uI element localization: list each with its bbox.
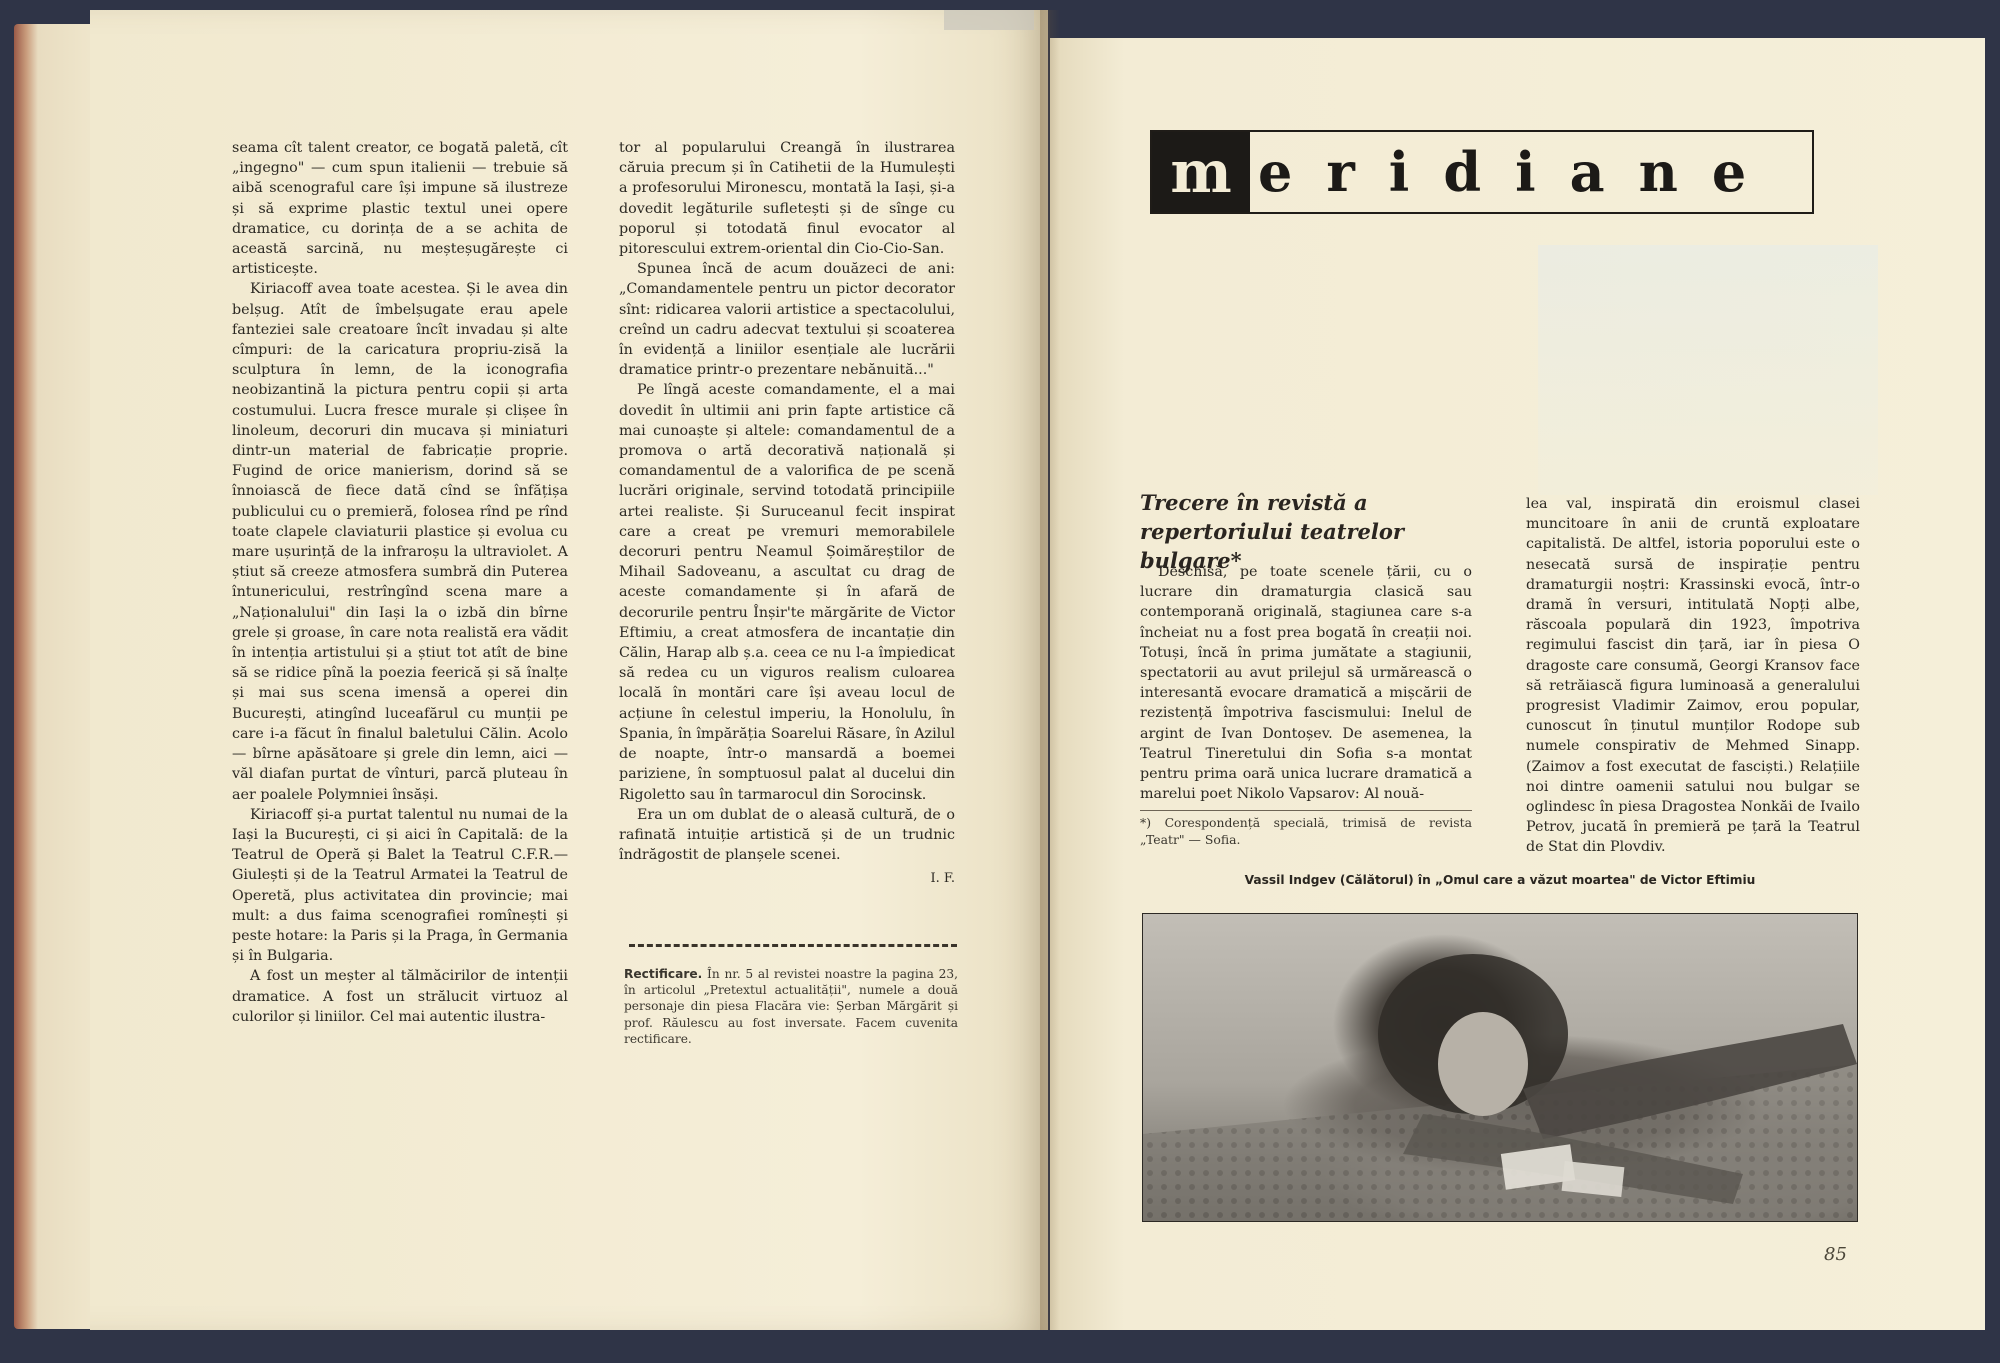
author-signature: I. F.	[930, 871, 955, 887]
rectification-label: Rectificare.	[624, 967, 703, 981]
masthead-title: eridiane	[1258, 140, 1781, 204]
page-number: 85	[1824, 1244, 1847, 1265]
paragraph: Pe lîngă aceste comandamente, el a mai dovedit în ultimii ani prin fapte artistice cã mai cunoaște și altele: comandamentul de a promova o artă decorativă națională și comandamentul de a valorifica de pe scenă lucrări originale, servind totodată principiile artei realiste. Și Suruceanul fecit inspirat care a creat pe vremuri memorabilele decoruri pentru Neamul Șoimăreștilor de Mihail Sadoveanu, a ascultat cu drag de aceste comandamente și în afară de decorurile pentru Înșir'te mărgărite de Victor Eftimiu, a creat atmosfera de incantație din Călin, Harap alb ș.a. ceea ce nu l-a împiedicat să redea cu un viguros realism culoarea locală în montări care își aveau locul de acțiune în celestul imperiu, la Honolulu, în Spania, în împărăția Soarelui Răsare, în Azilul de noapte, într-o mansardă a boemei pariziene, în somptuosul palat al ducelui din Rigoletto sau în tarmarocul din Sorocinsk.	[619, 382, 955, 803]
theatre-photo	[1142, 913, 1858, 1222]
paragraph: Spunea încă de acum douăzeci de ani: „Comandamentele pentru un pictor decorator sînt: ridicarea valorii artistice a spectacolului, creînd un cadru adecvat textului și scoaterea în evidență a liniilor esențiale ale lucrării dramatice printr-o prezentare nebănuită..."	[619, 261, 955, 379]
left-page-edge	[14, 24, 94, 1329]
paragraph: seama cît talent creator, ce bogată paletă, cît „ingegno" — cum spun italienii — trebuie să aibă scenograful care își impune să ilustreze și să exprime plastic textul unei opere dramatice, cu dorința de a se achita de această sarcină, nu meșteșugărește ci artisticește.	[232, 140, 568, 278]
photo-illustration	[1143, 914, 1857, 1221]
paragraph: Kiriacoff și-a purtat talentul nu numai de la Iași la București, ci și aici în Capitală: de la Teatrul de Operă și Balet la Teatrul C.F.R.—Giulești și de la Teatrul Armatei la Teatrul de Operetă, plus activitatea din provincie; mai mult: a dus faima scenografiei romînești și peste hotare: la Paris și la Praga, în Germania și în Bulgaria.	[232, 806, 568, 965]
book-gutter	[1040, 10, 1060, 1330]
binding-tab	[944, 10, 1034, 30]
paragraph: Kiriacoff avea toate acestea. Și le avea din belșug. Atît de îmbelșugate erau apele fanteziei sale creatoare încît invadau și alte cîmpuri: de la caricatura propriu-zisă la sculptura în lemn, de la iconografia neobizantină la pictura pentru copii și arta costumului. Lucra fresce murale și clișee în linoleum, decoruri din mucava și miniaturi dintr-un material de fabricație proprie. Fugind de orice manierism, dorind să se înnoiască de fiece dată cînd se înfățișa publicului cu o premieră, folosea rînd pe rînd toate clapele claviaturii plastice și evolua cu mare ușurință de la infraroșu la ultraviolet. A știut să creeze atmosfera sumbră din Puterea întunericului, restrîngînd scena mare a „Naționalului" din Iași la o izbă din bîrne grele și groase, în care nota realistă era vădit în intenția artistului și a știut tot atît de bine să se ridice pînă la poezia feerică și să înalțe și mai sus scena imensă a operei din București, atingînd luceafărul cu munții pe care i-a făcut în finalul baletului Călin. Acolo — bîrne apăsătoare și grele din lemn, aici — văl diafan purtat de vînturi, parcă pluteau în aer poalele Polymniei însăși.	[232, 281, 568, 803]
rectification-text: În nr. 5 al revistei noastre la pagina 23, în articolul „Pretextul actualității", numele a două personaje din piesa Flacăra vie: Șerban Mărgărit și prof. Răulescu au fost inversate. Facem cuvenita rectificare.	[624, 967, 958, 1046]
section-divider	[629, 944, 957, 951]
paragraph: lea val, inspirată din eroismul clasei muncitoare în anii de cruntă exploatare capitalistă. De altfel, istoria poporului este o nesecată sursă de inspirație pentru dramaturgii noștri: Krassinski evocă, într-o dramă în versuri, intitulată Nopți albe, răscoala populară din 1923, împotriva regimului fascist din țară, iar în piesa O dragoste care consumă, Georgi Kransov face să retrăiască figura luminoasă a generalului progresist Vladimir Zaimov, erou popular, cunoscut în ținutul munților Rodope sub numele conspirativ de Mehmed Sinapp. (Zaimov a fost executat de fasciști.) Relațiile noi dintre oamenii satului nou bulgar se oglindesc în piesa Dragostea Nonkăi de Ivailo Petrov, jucată în premieră pe țară la Teatrul de Stat din Plovdiv.	[1526, 496, 1860, 856]
left-column-2	[619, 138, 955, 890]
masthead-initial: m	[1152, 132, 1250, 212]
paragraph: Deschisă, pe toate scenele țării, cu o lucrare din dramaturgia clasică sau contemporană originală, stagiunea care s-a încheiat nu a fost prea bogată în creații noi. Totuși, încă în prima jumătate a stagiunii, spectatorii au avut prilejul să urmărească o interesantă evocare dramatică a mișcării de rezistență împotriva fascismului: Inelul de argint de Ivan Dontoșev. De asemenea, la Teatrul Tineretului din Sofia s-a montat pentru prima oară unica lucrare dramatică a marelui poet Nikolo Vapsarov: Al nouă-	[1140, 564, 1472, 803]
faded-image-area	[1538, 245, 1878, 495]
paragraph: Era un om dublat de o aleasă cultură, de o rafinată intuiție artistică și de un trudnic îndrăgostit de planșele scenei.	[619, 806, 955, 864]
footnote: *) Corespondență specială, trimisă de revista „Teatr" — Sofia.	[1140, 810, 1472, 848]
article-title: Trecere în revistă a repertoriului teatrelor bulgare*	[1140, 490, 1404, 573]
paragraph: tor al popularului Creangă în ilustrarea căruia precum și în Catihetii de la Humulești a profesorului Mironescu, montată la Iași, și-a dovedit legăturile sufletești și de sînge cu poporul și totodată finul evocator al pitorescului extrem-oriental din Cio-Cio-San.	[619, 140, 955, 258]
left-column-1	[232, 138, 568, 1027]
section-masthead	[1150, 130, 1814, 214]
right-column-2	[1526, 494, 1860, 858]
rectification-note	[624, 966, 958, 1047]
paragraph: A fost un meșter al tălmăcirilor de intenții dramatice. A fost un strălucit virtuoz al culorilor și liniilor. Cel mai autentic ilustra-	[232, 968, 568, 1025]
right-column-1	[1140, 562, 1472, 804]
photo-caption: Vassil Indgev (Călătorul) în „Omul care a văzut moartea" de Victor Eftimiu	[1244, 873, 1756, 887]
